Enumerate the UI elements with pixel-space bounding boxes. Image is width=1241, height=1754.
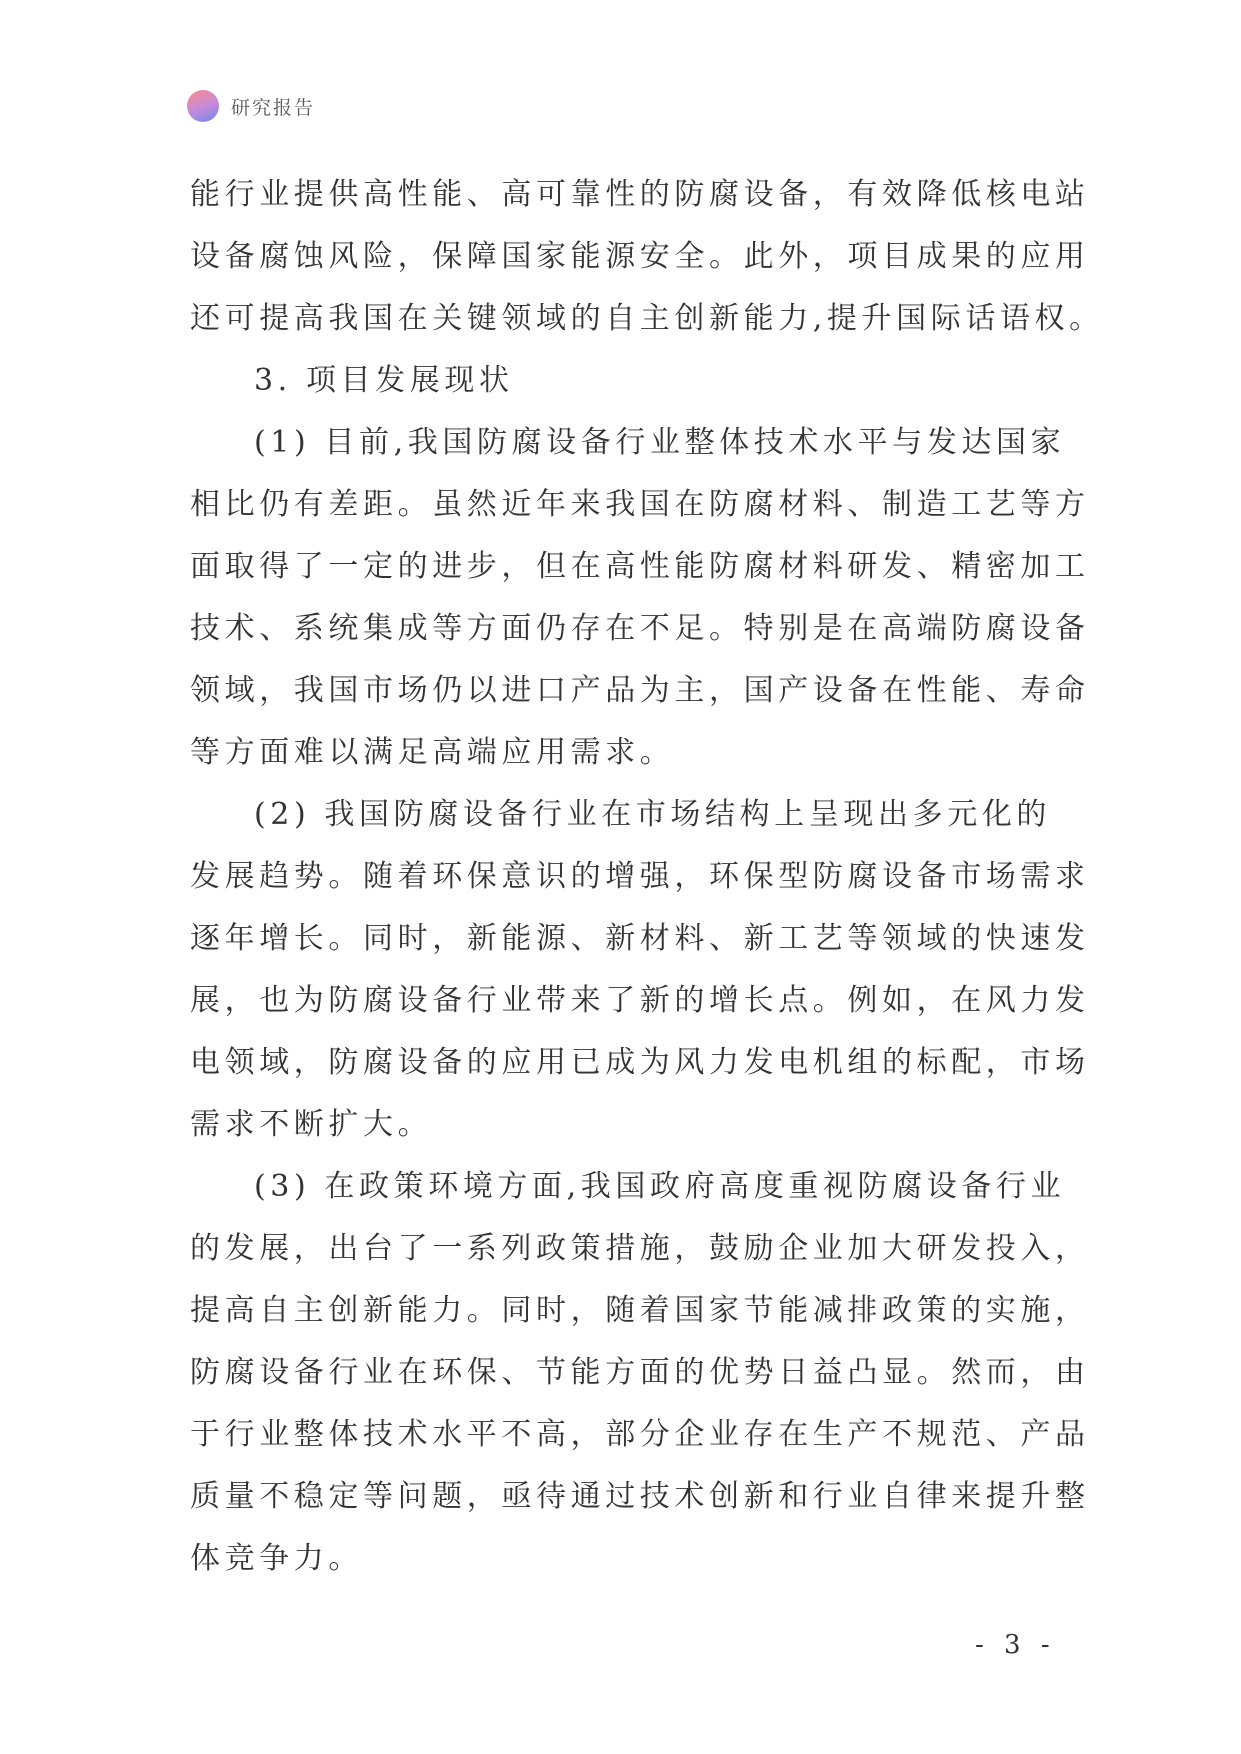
page-header [187,89,315,123]
paragraph-3 [190,1156,1090,1590]
text-line: 体竞争力。 [190,1541,363,1576]
text-line: 领域，我国市场仍以进口产品为主，国产设备在性能、寿命 [190,673,1090,708]
text-line: (2) 我国防腐设备行业在市场结构上呈现出多元化的 [254,797,1052,832]
heading-text: 3. 项目发展现状 [254,363,514,398]
page-number: - 3 - [975,1630,1056,1660]
header-title: 研究报告 [231,96,316,119]
text-line: 技术、系统集成等方面仍存在不足。特别是在高端防腐设备 [190,611,1090,646]
paragraph-1 [190,412,1090,784]
text-line: 展，也为防腐设备行业带来了新的增长点。例如，在风力发 [190,983,1090,1018]
text-line: (1) 目前,我国防腐设备行业整体技术水平与发达国家 [254,425,1066,460]
logo-icon [187,90,219,122]
text-line: 电领域，防腐设备的应用已成为风力发电机组的标配，市场 [190,1045,1090,1080]
text-line: 等方面难以满足高端应用需求。 [190,735,675,770]
text-line: 设备腐蚀风险，保障国家能源安全。此外，项目成果的应用 [190,239,1090,274]
text-line: 相比仍有差距。虽然近年来我国在防腐材料、制造工艺等方 [190,487,1090,522]
text-line: 于行业整体技术水平不高，部分企业存在生产不规范、产品 [190,1417,1090,1452]
paragraph-2 [190,784,1090,1156]
text-line: 发展趋势。随着环保意识的增强，环保型防腐设备市场需求 [190,859,1090,894]
document-body [190,164,1104,1590]
text-line: 防腐设备行业在环保、节能方面的优势日益凸显。然而，由 [190,1355,1090,1390]
text-line: 的发展，出台了一系列政策措施，鼓励企业加大研发投入， [190,1231,1090,1266]
text-line: (3) 在政策环境方面,我国政府高度重视防腐设备行业 [254,1169,1066,1204]
text-line: 质量不稳定等问题，亟待通过技术创新和行业自律来提升整 [190,1479,1090,1514]
text-line: 提高自主创新能力。同时，随着国家节能减排政策的实施， [190,1293,1090,1328]
text-line: 需求不断扩大。 [190,1107,433,1142]
text-line: 面取得了一定的进步，但在高性能防腐材料研发、精密加工 [190,549,1090,584]
text-line: 还可提高我国在关键领域的自主创新能力,提升国际话语权。 [190,301,1104,336]
section-heading-3 [190,350,1060,412]
paragraph-continuation [190,164,1104,350]
text-line: 逐年增长。同时，新能源、新材料、新工艺等领域的快速发 [190,921,1090,956]
text-line: 能行业提供高性能、高可靠性的防腐设备，有效降低核电站 [190,177,1090,212]
